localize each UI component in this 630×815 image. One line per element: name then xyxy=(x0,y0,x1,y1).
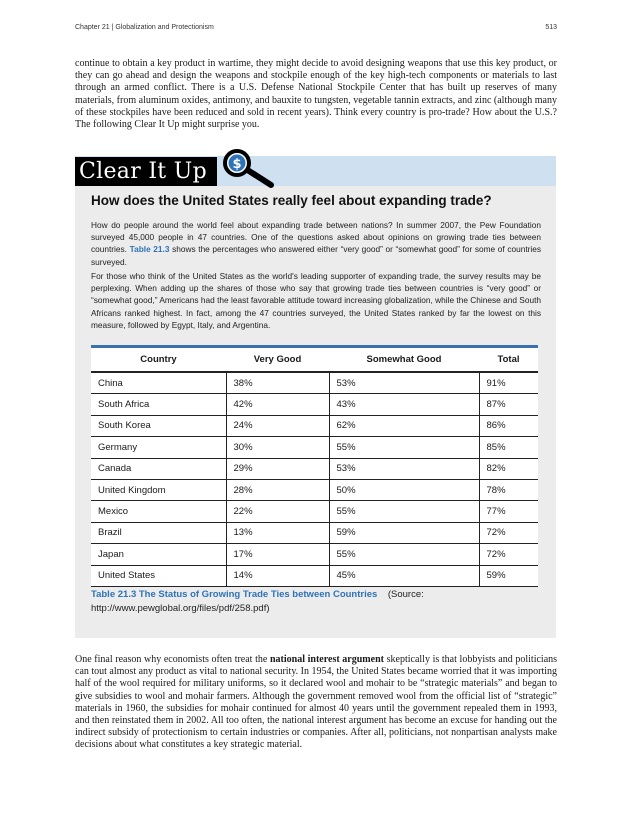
table-row xyxy=(91,415,538,436)
cell-very-good: 24% xyxy=(226,415,329,436)
header-very-good: Very Good xyxy=(226,347,329,373)
table-body xyxy=(91,372,538,586)
cell-very-good: 14% xyxy=(226,565,329,586)
svg-text:$: $ xyxy=(232,157,242,172)
cell-total: 86% xyxy=(479,415,538,436)
table-row xyxy=(91,522,538,543)
caption-title: Table 21.3 The Status of Growing Trade Ties between Countries xyxy=(91,589,378,600)
cell-total: 77% xyxy=(479,501,538,522)
cell-very-good: 42% xyxy=(226,394,329,415)
cell-somewhat-good: 50% xyxy=(329,479,479,500)
cell-total: 78% xyxy=(479,479,538,500)
table-row xyxy=(91,394,538,415)
table-row xyxy=(91,565,538,586)
cell-country: Canada xyxy=(91,458,226,479)
caption-source: (Source: http://www.pewglobal.org/files/pdf/258.pdf) xyxy=(91,589,424,614)
feature-paragraph-2: For those who think of the United States as the world's leading supporter of expanding trade, the survey results may be perplexing. When adding up the shares of those who say that growing trade ties between countries is “very good” or “somewhat good,” Americans had the least favorable attitude toward increasing globalization, while the Chinese and South Africans ranked highest. In fact, among the 47 countries surveyed, the United States ranked by far the lowest on this measure, followed by Egypt, Italy, and Argentina. xyxy=(91,271,541,330)
table-row xyxy=(91,501,538,522)
cell-somewhat-good: 55% xyxy=(329,501,479,522)
header-somewhat-good: Somewhat Good xyxy=(329,347,479,373)
cell-somewhat-good: 43% xyxy=(329,394,479,415)
table-header-row xyxy=(91,347,538,373)
cell-very-good: 13% xyxy=(226,522,329,543)
cell-somewhat-good: 53% xyxy=(329,458,479,479)
feature-paragraph-1-end: shows the percentages who answered either “very good” or “somewhat good” for some of countries surveyed. xyxy=(91,244,542,267)
cell-very-good: 17% xyxy=(226,544,329,565)
cell-very-good: 28% xyxy=(226,479,329,500)
cell-somewhat-good: 45% xyxy=(329,565,479,586)
cell-country: Germany xyxy=(91,437,226,458)
feature-paragraph-1-start: How do people around the world feel about expanding trade between nations? In summer 2007, the Pew Foundation surveyed 45,000 people in 47 countries. One of the questions asked about opinions on growing trade ties between countries. xyxy=(91,220,541,255)
table-row xyxy=(91,372,538,394)
trade-ties-table xyxy=(91,345,538,587)
table-row xyxy=(91,544,538,565)
cell-somewhat-good: 53% xyxy=(329,372,479,394)
cell-total: 59% xyxy=(479,565,538,586)
cell-total: 72% xyxy=(479,522,538,543)
running-header xyxy=(75,24,557,31)
cell-total: 82% xyxy=(479,458,538,479)
cell-very-good: 29% xyxy=(226,458,329,479)
cell-very-good: 30% xyxy=(226,437,329,458)
intro-paragraph: continue to obtain a key product in wartime, they might decide to avoid designing weapons that use this key product, or they can go ahead and design the weapons and stockpile enough of the key high-tech components or materials to last through an armed conflict. There is a U.S. Defense National Stockpile Center that has built up reserves of many materials, from aluminum oxides, antimony, and bauxite to tungsten, vegetable tannin extracts, and zinc (although many of these stockpiles have been reduced and sold in recent years). Think every country is pro-trade? How about the U.S.? The following Clear It Up might surprise you. xyxy=(75,58,557,131)
cell-very-good: 38% xyxy=(226,372,329,394)
cell-country: South Africa xyxy=(91,394,226,415)
cell-very-good: 22% xyxy=(226,501,329,522)
dollar-magnifier-icon xyxy=(211,147,277,191)
clear-it-up-label: Clear It Up xyxy=(75,157,217,186)
table-row xyxy=(91,479,538,500)
cell-country: Mexico xyxy=(91,501,226,522)
cell-country: China xyxy=(91,372,226,394)
table-row xyxy=(91,458,538,479)
table-21-3-link[interactable]: Table 21.3 xyxy=(129,244,170,255)
cell-country: Brazil xyxy=(91,522,226,543)
feature-heading: How does the United States really feel about expanding trade? xyxy=(91,193,492,208)
table-row xyxy=(91,437,538,458)
cell-somewhat-good: 59% xyxy=(329,522,479,543)
chapter-title: Chapter 21 | Globalization and Protectionism xyxy=(75,24,214,31)
cell-country: United Kingdom xyxy=(91,479,226,500)
cell-total: 72% xyxy=(479,544,538,565)
clear-it-up-feature xyxy=(75,156,556,638)
cell-total: 87% xyxy=(479,394,538,415)
feature-paragraph-1 xyxy=(91,219,541,268)
cell-total: 85% xyxy=(479,437,538,458)
closing-rest: skeptically is that lobbyists and politicians can tout almost any product as vital to national security. In 1954, the United States became worried that it was importing half of the wool required for military uniforms, so it declared wool and mohair to be “strategic materials” and began to give subsidies to wool and mohair farmers. Although the government removed wool from the official list of “strategic” materials in 1960, the subsidies for mohair continued for almost 40 years until the government repealed them in 1993, and then reinstated them in 2002. All too often, the national interest argument has become an excuse for handing out the indirect subsidy of protectionism to certain industries or companies. After all, politicians, not nonpartisan analysts make decisions about what constitutes a key strategic material. xyxy=(75,654,558,751)
cell-country: United States xyxy=(91,565,226,586)
cell-somewhat-good: 62% xyxy=(329,415,479,436)
cell-somewhat-good: 55% xyxy=(329,544,479,565)
cell-country: Japan xyxy=(91,544,226,565)
closing-lead: One final reason why economists often treat the xyxy=(75,654,268,665)
cell-country: South Korea xyxy=(91,415,226,436)
cell-total: 91% xyxy=(479,372,538,394)
header-total: Total xyxy=(479,347,538,373)
table-caption xyxy=(91,588,541,616)
header-country: Country xyxy=(91,347,226,373)
page-number: 513 xyxy=(545,24,557,31)
cell-somewhat-good: 55% xyxy=(329,437,479,458)
closing-paragraph xyxy=(75,654,557,752)
national-interest-term: national interest argument xyxy=(269,654,384,665)
